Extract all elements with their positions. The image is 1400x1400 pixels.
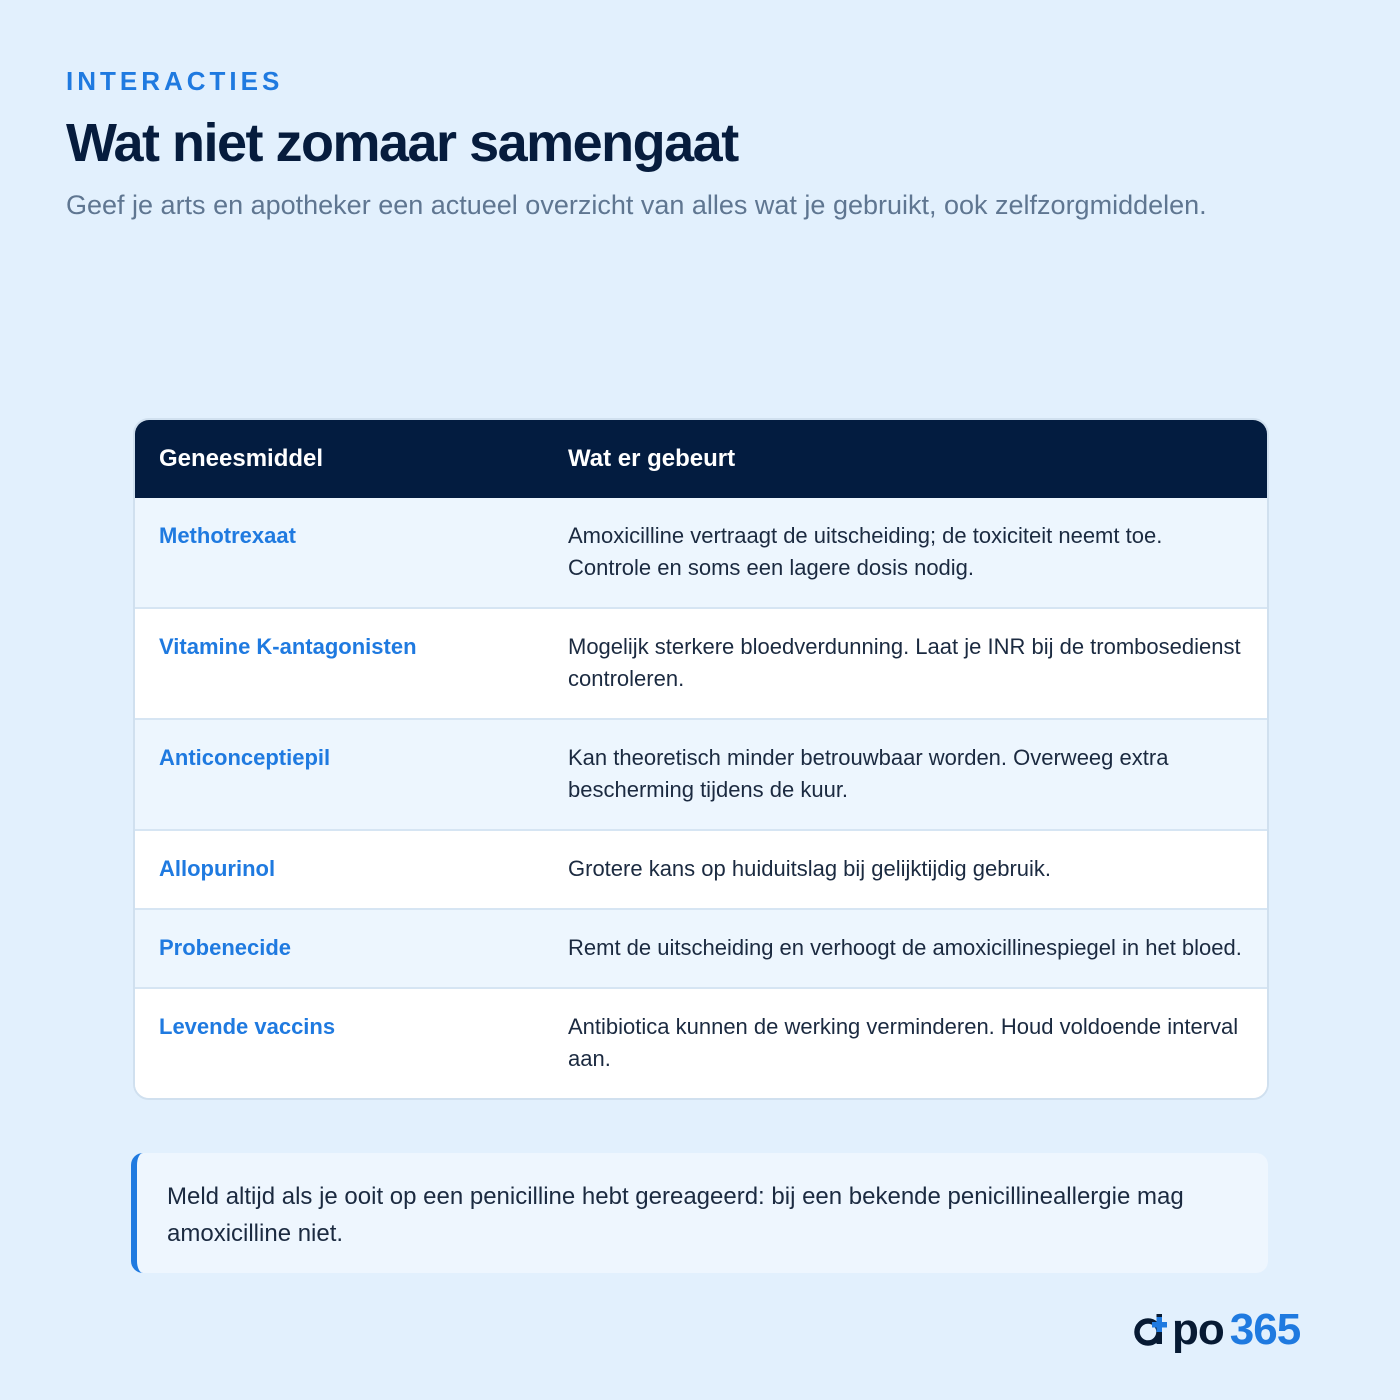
drug-name: Vitamine K-antagonisten	[135, 608, 544, 719]
interactions-table	[135, 420, 1267, 1098]
drug-name: Levende vaccins	[135, 988, 544, 1098]
drug-effect: Grotere kans op huiduitslag bij gelijktijdig gebruik.	[544, 830, 1267, 909]
allergy-callout: Meld altijd als je ooit op een penicilline hebt gereageerd: bij een bekende penicillineallergie mag amoxicilline niet.	[131, 1153, 1268, 1273]
table-row	[135, 498, 1267, 608]
table-row	[135, 988, 1267, 1098]
drug-name: Allopurinol	[135, 830, 544, 909]
drug-effect: Antibiotica kunnen de werking verminderen. Houd voldoende interval aan.	[544, 988, 1267, 1098]
table-row	[135, 909, 1267, 988]
column-header-drug: Geneesmiddel	[135, 420, 544, 498]
drug-effect: Kan theoretisch minder betrouwbaar worden. Overweeg extra bescherming tijdens de kuur.	[544, 719, 1267, 830]
table-row	[135, 830, 1267, 909]
table-row	[135, 719, 1267, 830]
logo-wordmark	[1132, 1305, 1224, 1355]
table-row	[135, 608, 1267, 719]
drug-name: Probenecide	[135, 909, 544, 988]
page-subtitle: Geef je arts en apotheker een actueel overzicht van alles wat je gebruikt, ook zelfzorgmiddelen.	[66, 190, 1207, 220]
table-header-row	[135, 420, 1267, 498]
column-header-effect: Wat er gebeurt	[544, 420, 1267, 498]
page-title: Wat niet zomaar samengaat	[66, 113, 738, 173]
drug-effect: Mogelijk sterkere bloedverdunning. Laat je INR bij de trombosedienst controleren.	[544, 608, 1267, 719]
plus-a-icon	[1132, 1308, 1172, 1352]
logo-number: 365	[1229, 1305, 1301, 1354]
drug-name: Anticonceptiepil	[135, 719, 544, 830]
interactions-table-card	[133, 418, 1269, 1100]
logo-prefix: po	[1172, 1305, 1224, 1354]
drug-name: Methotrexaat	[135, 498, 544, 608]
apo365-logo	[1132, 1300, 1300, 1360]
drug-effect: Remt de uitscheiding en verhoogt de amoxicillinespiegel in het bloed.	[544, 909, 1267, 988]
drug-effect: Amoxicilline vertraagt de uitscheiding; de toxiciteit neemt toe. Controle en soms een lagere dosis nodig.	[544, 498, 1267, 608]
eyebrow-label: INTERACTIES	[66, 66, 284, 96]
